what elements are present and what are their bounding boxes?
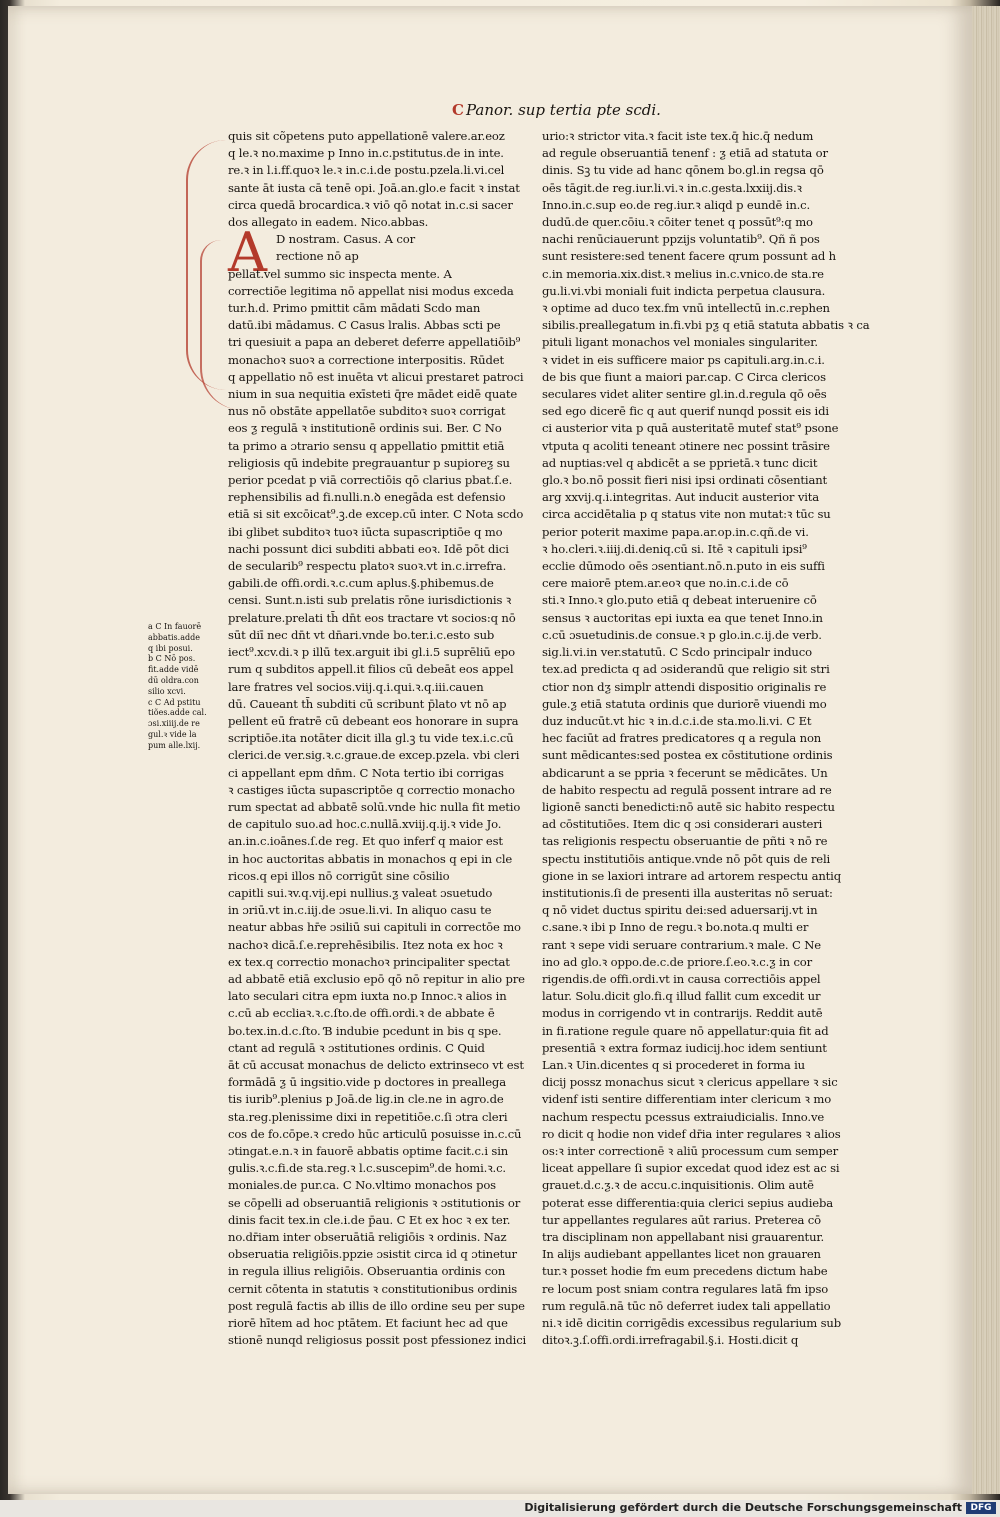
text-line: rectione nō ap <box>276 249 359 264</box>
text-line: arg xxvij.q.i.integritas. Aut inducit austerior vita <box>542 490 820 505</box>
text-line: tiões.adde cal. <box>148 708 207 718</box>
text-line: iect⁹.xcv.di.ꝛ p illū tex.arguit ibi gl.i.5 suprēliū epo <box>228 645 515 660</box>
text-line: os:ꝛ inter correctionē ꝛ aliū processum cum semper <box>542 1143 838 1158</box>
text-line: dicij possz monachus sicut ꝛ clericus appellare ꝛ sic <box>542 1075 838 1090</box>
text-line: gu.li.vi.vbi moniali fuit indicta perpetua clausura. <box>542 283 826 298</box>
text-line: ꝛ videt in eis sufficere maior ps capituli.arg.in.c.i. <box>542 352 825 367</box>
text-line: ꝛ optime ad duco tex.fm vnū intellectū in.c.rephen <box>542 301 830 316</box>
text-line: oēs tāgit.de reg.iur.li.vi.ꝛ in.c.gesta.lxxiij.dis.ꝛ <box>542 180 802 195</box>
text-line: post regulā factis ab illis de illo ordine seu per supe <box>228 1298 525 1313</box>
text-line: ꝛ castiges iūcta supascriptōe q correctio monacho <box>228 782 515 797</box>
text-line: de secularib⁹ respectu platoꝛ suoꝛ.vt in.c.irrefra. <box>228 559 507 574</box>
text-line: ligionē sancti benedicti:nō autē sic habito respectu <box>542 799 835 814</box>
text-line: pum alle.lxij. <box>148 740 201 750</box>
text-line: perior pcedat p viā correctiōis qō clarius pbat.ſ.e. <box>228 473 513 488</box>
text-line: dū. Caueant th̄ subditi cū scribunt p̄lato vt nō ap <box>228 696 507 711</box>
text-line: prelature.prelati th̄ dn̄t eos tractare vt socios:q nō <box>228 610 516 625</box>
text-line: silio xcvi. <box>148 686 186 696</box>
text-line: ɔtingat.e.n.ꝛ in fauorē abbatis optime facit.c.i sin <box>228 1143 509 1158</box>
text-line: sibilis.preallegatum in.fi.vbi pƺ q etiā statuta abbatis ꝛ ca <box>542 318 870 333</box>
text-line: a C In fauorē <box>148 622 202 631</box>
text-line: pellent eū fratrē cū debeant eos honorare in supra <box>228 713 519 728</box>
text-line: rant ꝛ sepe vidi seruare contrarium.ꝛ male. C Ne <box>542 937 821 952</box>
text-line: eos ƺ regulā ꝛ institutionē ordinis sui. Ber. C No <box>228 421 502 436</box>
text-line: gule.ƺ etiā statuta ordinis que duriorē viuendi mo <box>542 696 827 711</box>
text-line: rum spectat ad abbatē solū.vnde hic nulla fit metio <box>228 799 521 814</box>
text-line: ditoꝛ.ꝫ.ſ.offi.ordi.irrefragabil.§.i. Hosti.dicit q <box>542 1333 799 1348</box>
text-line: sig.li.vi.in ver.statutū. C Scdo principalr induco <box>542 645 812 660</box>
text-line: ad nuptias:vel q abdicēt a se pprietā.ꝛ tunc dicit <box>542 455 818 470</box>
text-line: ad abbatē etiā exclusio epō qō nō repitur in alio pre <box>228 971 525 986</box>
text-line: cere maiorē ptem.ar.eoꝛ que no.in.c.i.de cō <box>542 576 789 591</box>
text-line: ex tex.q correctio monachoꝛ principaliter spectat <box>228 954 510 969</box>
text-line: etiā si sit excōicat⁹.ꝫ.de excep.cū inter. C Nota scdo <box>228 507 524 522</box>
dfg-logo: DFG <box>966 1502 996 1514</box>
text-line: cernit cōtenta in statutis ꝛ constitutionibus ordinis <box>228 1281 518 1296</box>
text-line: c.cū ab eccliaꝛ.ꝛ.c.ſto.de offi.ordi.ꝛ de abbate ē <box>228 1006 495 1021</box>
text-line: Lan.ꝛ Uin.dicentes q si procederet in forma iu <box>542 1057 805 1072</box>
text-line: sunt mēdicantes:sed postea ex cōstitutione ordinis <box>542 748 833 763</box>
text-line: ecclie dūmodo oēs ɔsentiant.nō.n.puto in eis suffi <box>542 559 825 574</box>
text-line: ci austerior vita p quā austeritatē mutef stat⁹ psone <box>542 421 839 436</box>
text-line: grauet.d.c.ƺ.ꝛ de accu.c.inquisitionis. Olim autē <box>542 1178 814 1193</box>
text-line: gabili.de offi.ordi.ꝛ.c.cum aplus.§.phibemus.de <box>228 576 494 591</box>
text-line: neatur abbas hr̄e ɔsiliū sui capituli in correctōe mo <box>228 920 521 935</box>
text-line: seculares videt aliter sentire gl.in.d.regula qō oēs <box>542 387 827 402</box>
text-line: dos allegato in eadem. Nico.abbas. <box>228 215 429 230</box>
text-line: nachi possunt dici subditi abbati eoꝛ. Idē pōt dici <box>228 541 509 556</box>
text-line: q le.ꝛ no.maxime p Inno in.c.pstitutus.de in inte. <box>228 146 504 161</box>
text-line: glo.ꝛ bo.nō possit fieri nisi ipsi ordinati cōsentiant <box>542 473 828 488</box>
text-line: nus nō obstāte appellatōe subditoꝛ suoꝛ corrigat <box>228 404 506 419</box>
text-line: in hoc auctoritas abbatis in monachos q epi in cle <box>228 851 513 866</box>
text-line: ꝛ ho.cleri.ꝛ.iiij.di.deniq.cū si. Itē ꝛ capituli ipsi⁹ <box>542 541 807 556</box>
text-line: gul.ꝛ vide la <box>148 729 197 739</box>
text-line: stionē nunqd religiosus possit post pfessionez indici <box>228 1333 527 1348</box>
text-line: nachoꝛ dicā.ſ.e.reprehēsibilis. Itez nota ex hoc ꝛ <box>228 937 503 952</box>
text-line: tis iurib⁹.plenius p Joā.de lig.in cle.ne in agro.de <box>228 1092 504 1107</box>
text-line: dū oldra.con <box>148 675 199 685</box>
text-line: q appellatio nō est inuēta vt alicui prestaret patroci <box>228 369 524 384</box>
text-line: an.in.c.ioānes.ſ.de reg. Et quo inferf q maior est <box>228 834 503 849</box>
text-line: tri quesiuit a papa an deberet deferre appellatiōib⁹ <box>228 335 521 350</box>
text-line: perior poterit maxime papa.ar.op.in.c.qñ.de vi. <box>542 524 809 539</box>
right-text-column <box>542 128 870 1349</box>
text-line: de bis que fiunt a maiori par.cap. C Circa clericos <box>542 369 826 384</box>
text-line: presentiā ꝛ extra formaz iudicij.hoc idem sentiunt <box>542 1040 827 1055</box>
text-line: ad regule obseruantiā tenenf : ƺ etiā ad statuta or <box>542 146 828 161</box>
text-line: Inno.in.c.sup eo.de reg.iur.ꝛ aliqd p eundē in.c. <box>542 197 811 212</box>
text-line: correctiōe legitima nō appellat nisi modus exceda <box>228 283 514 298</box>
text-line: ibi glibet subditoꝛ tuoꝛ iūcta supascriptiōe q mo <box>228 524 503 539</box>
text-line: quis sit cõpetens puto appellationē valere.ar.eoz <box>228 129 505 143</box>
text-line: in ɔriū.vt in.c.iij.de ɔsue.li.vi. In aliquo casu te <box>228 903 492 918</box>
text-line: cos de fo.cōpe.ꝛ credo hūc articulū posuisse in.c.cū <box>228 1126 522 1141</box>
text-line: c.sane.ꝛ ibi p Inno de regu.ꝛ bo.nota.q multi er <box>542 920 809 935</box>
text-line: pellat.vel summo sic inspecta mente. A <box>228 266 452 281</box>
text-line: de habito respectu ad regulā possent intrare ad re <box>542 782 832 797</box>
footer-bar <box>0 1500 1000 1517</box>
text-line: sta.reg.plenissime dixi in repetitiōe.c.ſi ɔtra cleri <box>228 1109 508 1124</box>
text-line: pituli ligant monachos vel moniales singulariter. <box>542 335 818 350</box>
text-line: dinis. Sꝫ tu vide ad hanc qōnem bo.gl.in regsa qō <box>542 163 824 178</box>
text-line: ctant ad regulā ꝛ ɔstitutiones ordinis. C Quid <box>228 1040 485 1055</box>
text-line: tur appellantes regulares aūt rarius. Preterea cō <box>542 1212 821 1227</box>
text-line: in regula illius religiōis. Obseruantia ordinis con <box>228 1264 506 1279</box>
text-line: gione in se laxiori intrare ad artorem respectu antiq <box>542 868 841 883</box>
text-line: rum regulā.nā tūc nō deferret iudex tali appellatio <box>542 1298 831 1313</box>
text-line: latur. Solu.dicit glo.fi.q illud fallit cum excedit ur <box>542 989 821 1004</box>
text-line: modus in corrigendo vt in contrarijs. Reddit autē <box>542 1006 823 1021</box>
text-line: nachi renūciauerunt ppzijs voluntatib⁹. Qñ ñ pos <box>542 232 820 247</box>
text-line: sūt diī nec dn̄t vt dn̄ari.vnde bo.ter.i.c.esto sub <box>228 627 495 642</box>
text-line: tur.h.d. Primo pmittit cām mādati Scdo man <box>228 301 481 316</box>
text-line: tas religionis respectu obseruantie de pñti ꝛ nō re <box>542 834 828 849</box>
text-line: lato seculari citra epm iuxta no.p Innoc.ꝛ alios in <box>228 989 507 1004</box>
text-line: circa accidētalia p q status vite non mutat:ꝛ tūc su <box>542 507 831 522</box>
text-line: ricos.q epi illos nō corrigūt sine cōsilio <box>228 868 450 883</box>
marginal-note <box>148 622 220 752</box>
text-line: abdicarunt a se ppria ꝛ fecerunt se mēdicātes. Un <box>542 765 828 780</box>
pilcrow-mark: C <box>452 101 464 119</box>
text-line: nium in sua nequitia exīsteti q̄re mādet eidē quate <box>228 387 518 402</box>
text-line: formādā ƺ ū ingsitio.vide p doctores in preallega <box>228 1075 506 1090</box>
text-line: In alijs audiebant appellantes licet non grauaren <box>542 1247 821 1262</box>
text-line: censi. Sunt.n.isti sub prelatis rōne iurisdictionis ꝛ <box>228 593 512 608</box>
text-line: spectu institutiōis antique.vnde nō pōt quis de reli <box>542 851 831 866</box>
text-line: tex.ad predicta q ad ɔsiderandū que religio sit stri <box>542 662 830 677</box>
text-line: abbatis.adde <box>148 632 200 642</box>
text-line: religiosis qū indebite pregrauantur p supioreƺ su <box>228 455 510 470</box>
left-text-column <box>228 128 527 1349</box>
text-line: sensus ꝛ auctoritas epi iuxta ea que tenet Inno.in <box>542 610 823 625</box>
text-line: bo.tex.in.d.c.ſto. Ɓ indubie pcedunt in bis q spe. <box>228 1023 502 1038</box>
text-line: b C Nō pos. <box>148 654 196 664</box>
text-line: capitli sui.ꝛv.q.vij.epi nullius.ƺ valeat ɔsuetudo <box>228 885 493 900</box>
text-line: c.in memoria.xix.dist.ꝛ melius in.c.vnico.de sta.re <box>542 266 824 281</box>
text-line: fit.adde vidē <box>148 665 199 675</box>
text-line: dudū.de ɋuer.cōiu.ꝛ cōiter tenet q possūt⁹:q mo <box>542 215 813 230</box>
text-line: monachoꝛ suoꝛ a correctione interpositis. Rūdet <box>228 352 504 367</box>
footer-credit: Digitalisierung gefördert durch die Deutsche Forschungsgemeinschaft <box>524 1501 962 1514</box>
text-line: liceat appellare ſi supior excedat quod idez est ac si <box>542 1161 840 1176</box>
text-line: ɔsi.xiiij.de re <box>148 719 200 729</box>
text-line: tur.ꝛ posset hodie fm eum precedens dictum habe <box>542 1264 828 1279</box>
text-line: duz inducūt.vt hic ꝛ in.d.c.i.de sta.mo.li.vi. C Et <box>542 713 812 728</box>
text-line: obseruatia religiōis.ppzie ɔsistit circa id q ɔtinetur <box>228 1247 517 1262</box>
text-line: moniales.de pur.ca. C No.vltimo monachos pos <box>228 1178 496 1193</box>
text-line: rum q subditos appell.it filios cū debeāt eos appel <box>228 662 514 677</box>
text-line: q ibi posui. <box>148 643 193 653</box>
header-text: Panor. sup tertia pte scdi. <box>465 101 661 119</box>
text-line: in fi.ratione regule quare nō appellatur:quia fit ad <box>542 1023 829 1038</box>
text-line: sti.ꝛ Inno.ꝛ glo.puto etiā q debeat interuenire cō <box>542 593 817 608</box>
text-line: hec faciūt ad fratres predicatores q a regula non <box>542 731 822 746</box>
text-line: tra disciplinam non appellabant nisi grauarentur. <box>542 1230 825 1244</box>
text-line: ro dicit q hodie non videf dr̄ia inter regulares ꝛ alios <box>542 1126 841 1141</box>
text-line: sunt resistere:sed tenent facere ɋrum possunt ad h <box>542 249 836 264</box>
text-line: ad cōstitutiōes. Item dic q ɔsi considerari austeri <box>542 817 823 832</box>
text-line: ta primo a ɔtrario sensu q appellatio pmittit etiā <box>228 438 505 453</box>
text-line: videnf isti sentire differentiam inter clericum ꝛ mo <box>542 1092 832 1107</box>
text-line: nachum respectu pcessus extraiudicialis. Inno.ve <box>542 1109 825 1124</box>
text-line: gulis.ꝛ.c.fi.de sta.reg.ꝛ l.c.suscepim⁹.de homi.ꝛ.c. <box>228 1161 506 1176</box>
text-line: se cōpelli ad obseruantiā religionis ꝛ ɔstitutionis or <box>228 1195 521 1210</box>
page-edges <box>972 6 1000 1494</box>
text-line: urio:ꝛ strictor vita.ꝛ facit iste tex.q̄ hic.q̄ nedum <box>542 129 814 143</box>
running-header <box>452 101 661 119</box>
text-line: ni.ꝛ idē dicitin corrigēdis excessibus regularium sub <box>542 1316 841 1331</box>
text-line: poterat esse differentia:quia clerici sepius audieba <box>542 1195 833 1210</box>
text-line: ci appellant epm dn̄m. C Nota tertio ibi corrigas <box>228 765 504 780</box>
text-line: q nō videt ductus spiritu dei:sed aduersarij.vt in <box>542 903 818 918</box>
text-line: circa quedā brocardica.ꝛ viō qō notat in.c.si sacer <box>228 197 513 212</box>
text-line: vtputa q acoliti teneant ɔtinere nec possint trāsire <box>542 438 830 453</box>
text-line: riorē hītem ad hoc ptātem. Et faciunt hec ad que <box>228 1316 508 1331</box>
text-line: ctior non dƺ simplr attendi dispositio originalis re <box>542 679 827 694</box>
text-line: de capitulo suo.ad hoc.c.nullā.xviij.q.ij.ꝛ vide Jo. <box>228 817 502 832</box>
text-line: āt cū accusat monachus de delicto extrinseco vt est <box>228 1057 524 1072</box>
text-line: rephensibilis ad fi.nulli.n.ꝺ enegāda est defensio <box>228 490 506 505</box>
text-line: lare fratres vel socios.viij.q.i.qui.ꝛ.q.iii.cauen <box>228 679 484 694</box>
text-line: re locum post sniam contra regulares latā fm ipso <box>542 1281 829 1296</box>
text-line: c C Ad pstitu <box>148 697 201 707</box>
text-line: institutionis.ſi de presenti illa austeritas nō seruat: <box>542 885 833 900</box>
text-line: scriptiōe.ita notāter dicit illa gl.ꝫ tu vide tex.i.c.cū <box>228 731 514 746</box>
text-line: ino ad glo.ꝛ oppo.de.c.de priore.ſ.eo.ꝛ.c.ƺ in cor <box>542 954 813 969</box>
text-line: clerici.de ver.sig.ꝛ.c.graue.de excep.pzela. vbi cleri <box>228 748 520 763</box>
text-line: c.cū ɔsuetudinis.de consue.ꝛ p glo.in.c.ij.de verb. <box>542 627 822 642</box>
text-line: sed ego dicerē fic q aut querif nunqd possit eis idi <box>542 404 829 419</box>
text-line: D nostram. Casus. A cor <box>276 232 415 247</box>
text-line: rigendis.de offi.ordi.vt in causa correctiōis appel <box>542 971 821 986</box>
text-line: dinis facit tex.in cle.i.de p̄au. C Et ex hoc ꝛ ex ter. <box>228 1212 511 1227</box>
text-line: no.dr̄iam inter obseruātiā religiōis ꝛ ordinis. Naz <box>228 1230 507 1244</box>
text-line: datū.ibi mādamus. C Casus lralis. Abbas scti pe <box>228 318 501 333</box>
text-line: sante āt iusta cā tenē opi. Joā.an.glo.e facit ꝛ instat <box>228 180 520 195</box>
text-line: re.ꝛ in l.i.ff.quoꝛ le.ꝛ in.c.i.de postu.pzela.li.vi.cel <box>228 163 505 178</box>
initial-letter: A <box>228 221 267 284</box>
